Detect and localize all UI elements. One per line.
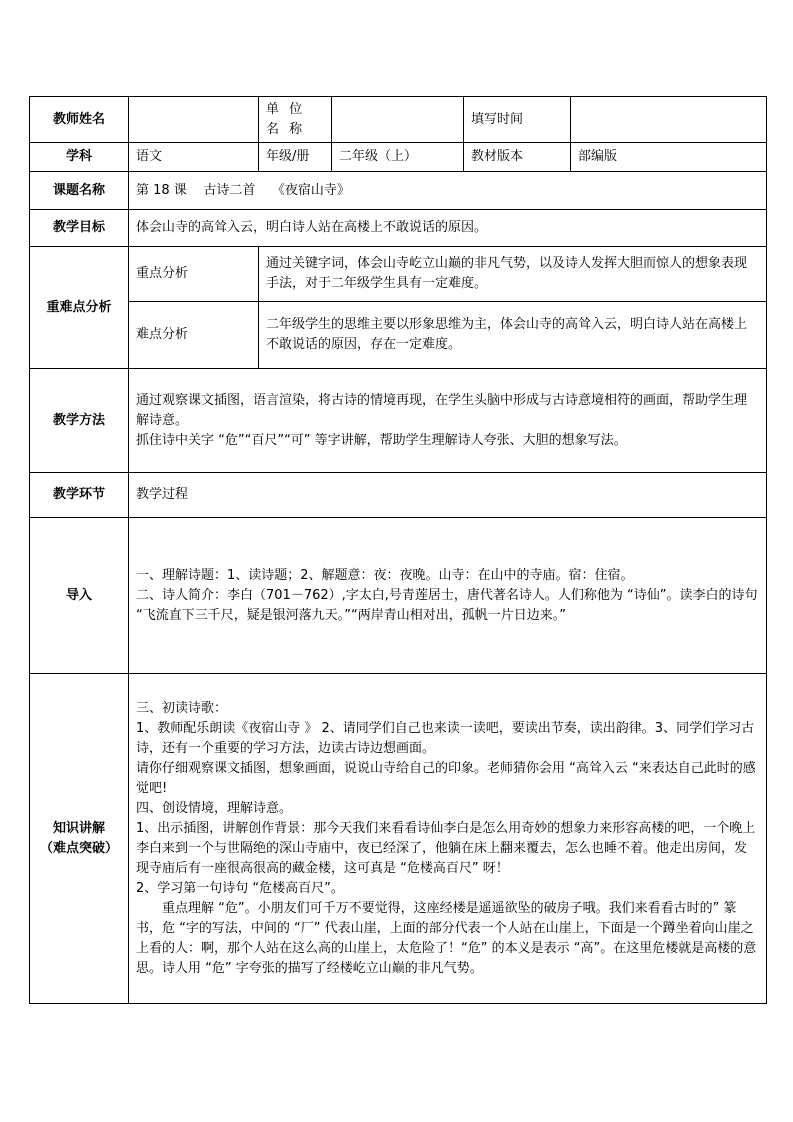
knowledge-paragraph-5: 1、出示插图，讲解创作背景：那今天我们来看看诗仙李白是怎么用奇妙的想象力来形容高楼的吧，一个晚上李白来到一个与世隔绝的深山寺庙中，夜已经深了，他躺在床上翻来覆去，怎么也睡不着。他走出房间，发现寺庙后有一座很高很高的藏金楼，这可真是 “危楼高百尺” 呀！ [136, 820, 756, 876]
knowledge-paragraph-4: 四、创设情境，理解诗意。 [136, 800, 293, 816]
edition-label: 教材版本 [464, 143, 571, 172]
goal-label: 教学目标 [30, 210, 129, 247]
process-header-value: 教学过程 [129, 473, 767, 518]
knowledge-cell [129, 674, 767, 1004]
process-header-label: 教学环节 [30, 473, 129, 518]
teacher-label: 教师姓名 [30, 97, 129, 143]
intro-label: 导入 [30, 518, 129, 674]
hard-point-text: 二年级学生的思维主要以形象思维为主，体会山寺的高耸入云，明白诗人站在高楼上不敢说话的原因，存在一定难度。 [259, 302, 767, 369]
knowledge-paragraph-6: 2、学习第一句诗句 “危楼高百尺”。 [136, 880, 344, 896]
hard-point-row [30, 302, 767, 369]
topic-row [30, 172, 767, 210]
intro-cell [129, 518, 767, 674]
method-label: 教学方法 [30, 369, 129, 473]
subject-value: 语文 [129, 143, 259, 172]
key-point-label: 重点分析 [129, 247, 259, 302]
knowledge-row [30, 674, 767, 1004]
grade-label: 年级/册 [259, 143, 332, 172]
knowledge-paragraph-7: 重点理解 “危”。小朋友们可千万不要觉得，这座经楼是遥遥欲坠的破房子哦。我们来看看古时的” 篆书，危 “字的写法，中间的 “厂” 代表山崖，上面的部分代表一个人站在山崖上，下面是一个蹲坐着向山崖之上看的人：啊，那个人站在这么高的山崖上，太危险了！“危” 的本义是表示 “高”。在这里危楼就是高楼的意思。诗人用 “危” 字夸张的描写了经楼屹立山巅的非凡气势。 [136, 900, 757, 976]
grade-value: 二年级（上） [332, 143, 464, 172]
process-header-row [30, 473, 767, 518]
key-point-text: 通过关键字词，体会山寺屹立山巅的非凡气势，以及诗人发挥大胆而惊人的想象表现手法，对于二年级学生具有一定难度。 [259, 247, 767, 302]
method-cell [129, 369, 767, 473]
topic-value: 第 18 课 古诗二首 《夜宿山寺》 [129, 172, 767, 210]
knowledge-paragraph-1: 三、初读诗歌： [136, 700, 228, 716]
date-label: 填写时间 [464, 97, 571, 143]
knowledge-label-sub: （难点突破） [39, 840, 118, 856]
method-paragraph-1: 通过观察课文插图，语言渲染，将古诗的情境再现，在学生头脑中形成与古诗意境相符的画面，帮助学生理解诗意。 [136, 392, 748, 428]
hard-point-label: 难点分析 [129, 302, 259, 369]
method-paragraph-2: 抓住诗中关字 “危”“百尺”“可” 等字讲解，帮助学生理解诗人夸张、大胆的想象写法。 [136, 432, 627, 448]
knowledge-label: 知识讲解 [52, 820, 105, 836]
intro-row [30, 518, 767, 674]
lesson-plan-table [29, 96, 767, 1004]
teacher-value [129, 97, 259, 143]
unit-value [332, 97, 464, 143]
key-point-row [30, 247, 767, 302]
intro-paragraph-1: 一、理解诗题：1、读诗题；2、解题意：夜：夜晚。山寺：在山中的寺庙。宿：住宿。 [136, 567, 634, 583]
info-row [30, 97, 767, 143]
method-row [30, 369, 767, 473]
subject-label: 学科 [30, 143, 129, 172]
difficulty-label: 重难点分析 [30, 247, 129, 369]
edition-value: 部编版 [571, 143, 767, 172]
unit-label: 单 位 名 称 [259, 97, 332, 143]
topic-label: 课题名称 [30, 172, 129, 210]
intro-paragraph-2: 二、诗人简介：李白（701－762）,字太白,号青莲居士，唐代著名诗人。人们称他为 “诗仙”。读李白的诗句 “飞流直下三千尺，疑是银河落九天。”“两岸青山相对出，孤帆一片日边来。” [136, 587, 758, 623]
goal-row [30, 210, 767, 247]
goal-value: 体会山寺的高耸入云，明白诗人站在高楼上不敢说话的原因。 [129, 210, 767, 247]
subject-row [30, 143, 767, 172]
knowledge-label-cell [30, 674, 129, 1004]
knowledge-paragraph-3: 请你仔细观察课文插图，想象画面，说说山寺给自己的印象。老师猜你会用 “高耸入云 “来表达自己此时的感觉吧! [136, 760, 756, 796]
knowledge-paragraph-2: 1、教师配乐朗读《夜宿山寺 》 2、请同学们自己也来读一读吧，要读出节奏，读出韵律。3、同学们学习古诗，还有一个重要的学习方法，边读古诗边想画面。 [136, 720, 755, 756]
date-value [571, 97, 767, 143]
